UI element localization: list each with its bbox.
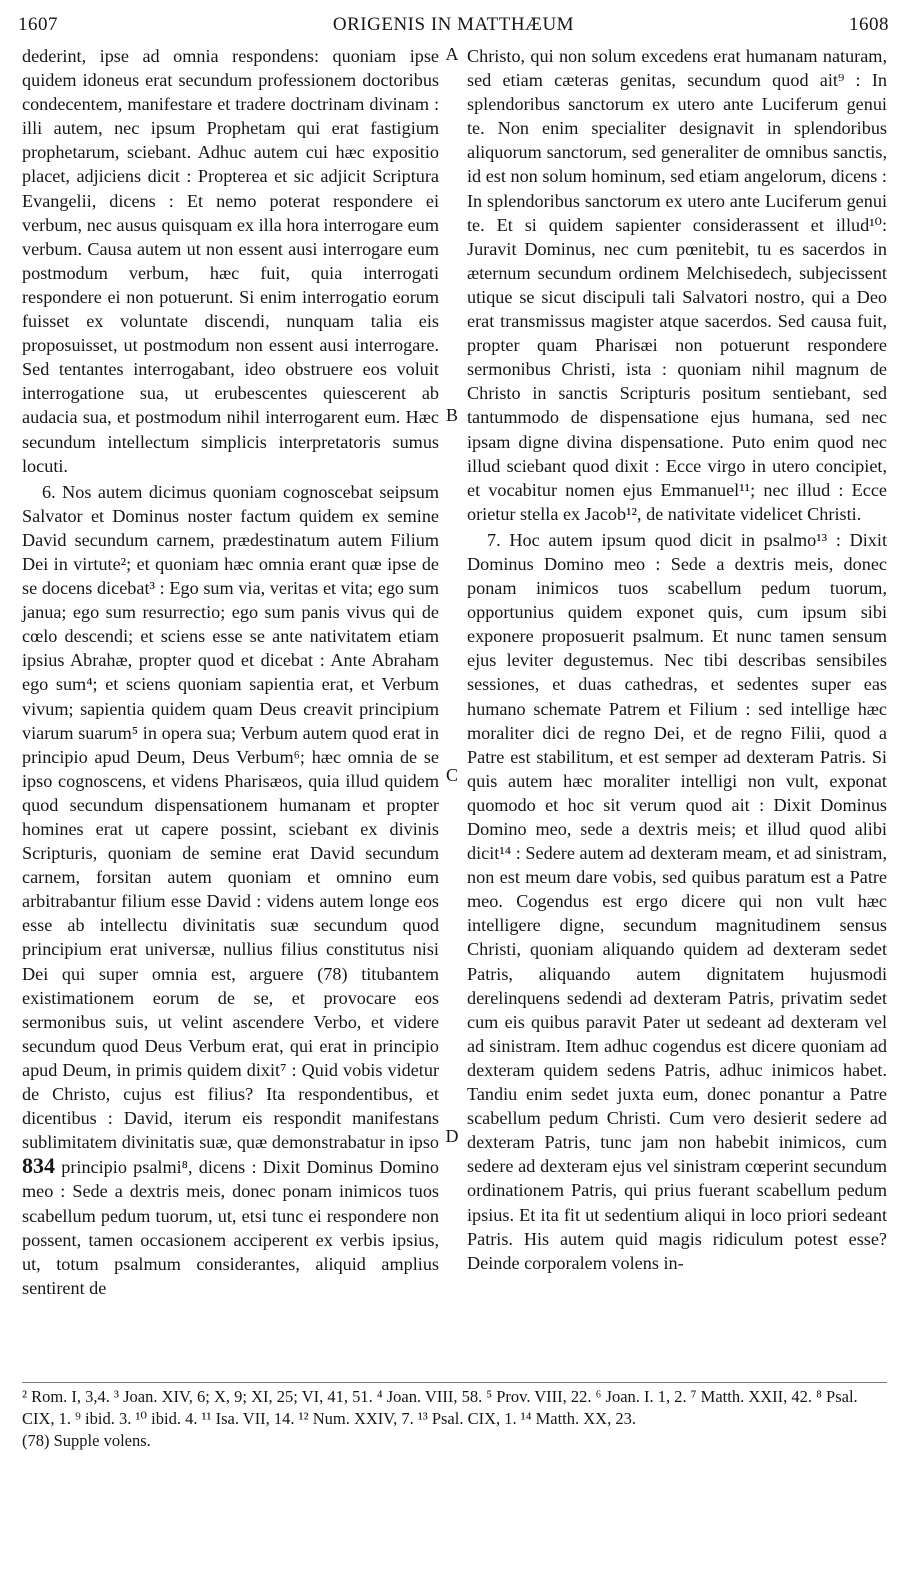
column-number: 834	[22, 1153, 55, 1179]
right-paragraph-1: Christo, qui non solum excedens erat humanam naturam, sed etiam cæteras genitas, secundum quod ait⁹ : In splendoribus sanctorum ex utero ante Luciferum genui te. Non enim specialiter designavit in splendoribus aliquorum sanctorum, sed generaliter de omnibus sanctis, id est non solum hominum, sed etiam angelorum, dicens : In splendoribus sanctorum ex utero ante Luciferum genui te. Et si quidem sapienter considerassent et illud¹⁰: Juravit Dominus, nec cum pœnitebit, tu es sacerdos in æternum secundum ordinem Melchisedech, subjecissent utique se sicut discipuli tali Salvatori nostro, qui a Deo erat transmissus magister atque sacerdos. Sed causa fuit, propter quam Pharisæi non potuerunt respondere sermonibus Christi, ista : quoniam nihil magnum de Christo in sanctis Scripturis positum sentiebant, sed tantummodo de dispensatione ejus humana, sed nec ipsam digne divina dispensatione. Puto enim quod nec illud sciebant quod dixit : Ecce virgo in utero concipiet, et vocabitur nomen ejus Emmanuel¹¹; nec illud : Ecce orietur stella ex Jacob¹², de nativitate videlicet Christi.	[467, 46, 887, 524]
running-header	[18, 14, 889, 44]
right-column	[467, 44, 887, 1275]
page-number-right: 1608	[849, 14, 889, 35]
left-column	[22, 44, 439, 1300]
footnote-divider	[22, 1382, 887, 1383]
running-title: ORIGENIS IN MATTHÆUM	[332, 14, 575, 35]
margin-letter-b: B	[445, 405, 458, 425]
margin-letter-d: D	[445, 1126, 459, 1146]
left-paragraph-1: dederint, ipse ad omnia respondens: quoniam ipse quidem idoneus erat secundum professionem doctoribus condecentem, manifestare et tradere doctrinam divinam : illi autem, nec ipsum Prophetam qui erat fastigium prophetarum, sciebant. Adhuc autem cui hæc expositio placet, adjiciens dicit : Propterea et sic adjicit Scriptura Evangelii, dicens : Et nemo poterat respondere ei verbum, nec ausus quisquam ex illa hora interrogare eum verbum. Causa autem ut non essent ausi interrogare eum postmodum verbum, hæc fuit, quia interrogati respondere ei non potuerunt. Si enim interrogatio eorum fuisset ex voluntate discendi, nunquam talia eis proposuisset, ut postmodum non essent ausi interrogare. Sed tentantes interrogabant, ideo obstruere eos voluit interrogatione sua, ut erubescentes quiescerent ab audacia sua, et postmodum nihil interrogarent eum. Hæc secundum intellectum simplicis interpretatoris sumus locuti.	[22, 46, 439, 476]
margin-letter-c: C	[445, 765, 458, 785]
margin-letter-a: A	[445, 44, 459, 64]
footnotes	[22, 1386, 887, 1452]
footnote-note-78: (78) Supple volens.	[22, 1431, 151, 1450]
left-paragraph-6-end: principio psalmi⁸, dicens : Dixit Dominus Domino meo : Sede a dextris meis, donec ponam inimicos tuos scabellum pedum tuorum, ut, etsi tunc ei respondere non possent, tamen occasionem acciperent ex verbis ipsius, ut, totum psalmum considerantes, aliquid amplius sentirent de	[22, 1157, 439, 1298]
left-paragraph-6	[22, 480, 439, 1300]
footnote-references: ² Rom. I, 3,4. ³ Joan. XIV, 6; X, 9; XI, 25; VI, 41, 51. ⁴ Joan. VIII, 58. ⁵ Prov. VIII, 22. ⁶ Joan. I. 1, 2. ⁷ Matth. XXII, 42. ⁸ Psal. CIX, 1. ⁹ ibid. 3. ¹⁰ ibid. 4. ¹¹ Isa. VII, 14. ¹² Num. XXIV, 7. ¹³ Psal. CIX, 1. ¹⁴ Matth. XX, 23.	[22, 1387, 858, 1428]
page-number-left: 1607	[18, 14, 58, 35]
right-paragraph-7: 7. Hoc autem ipsum quod dicit in psalmo¹³ : Dixit Dominus Domino meo : Sede a dextris meis, donec ponam inimicos tuos scabellum pedum tuorum, opportunius quidem exponet quis, cum ipsum sibi exponere proposuerit psalmum. Et nunc tamen sensum ejus leviter degustemus. Nec tibi describas sensibiles sessiones, et duas cathedras, et sedentes super eas humano schemate Patrem et Filium : sed intellige hæc moraliter dici de regno Dei, et de regno Filii, quod a Patre est stabilitum, et est semper ad dexteram Patris. Si quis autem hæc moraliter intelligi non vult, exponat quomodo et hoc sit verum quod ait : Dixit Dominus Domino meo, sede a dextris meis; et illud quod alibi dicit¹⁴ : Sedere autem ad dexteram meam, et ad sinistram, non est meum dare vobis, sed quibus paratum est a Patre meo. Cogendus est ergo dicere qui non vult hæc intelligere digne, secundum magnitudinem sensus Christi, quoniam aliquando quidem ad dexteram sedet Patris, aliquando autem dignitatem hujusmodi derelinquens sedendi ad dexteram Patris, privatim sedet cum eis quibus paravit Pater ut sedeant ad dexteram vel ad sinistram. Item adhuc cogendus est dicere quoniam ad dexteram quidem sedens Patris, adhuc inimicos habet. Tandiu enim sedet juxta eum, donec ponantur a Patre scabellum pedum Christi. Cum vero desierit sedere ad dexteram Patris, tunc jam non habebit inimicos, cum sedere ad dexteram ejus vel sinistram cœperint secundum ordinationem Patris, qui prius fuerant scabellum pedum ipsius. Et ita fit ut sedentium aliqui in loco priori sedeant Patris. His autem quid magis ridiculum potest esse? Deinde corporalem volens in-	[467, 529, 887, 1273]
left-paragraph-6-text: 6. Nos autem dicimus quoniam cognoscebat seipsum Salvator et Dominus noster factum quidem ex semine David secundum carnem, prædestinatum autem Filium Dei in virtute²; et quoniam hæc omnia erant quæ ipse de se docens dicebat³ : Ego sum via, veritas et vita; ego sum janua; ego sum resurrectio; ego sum panis vivus qui de cœlo descendi; et sciens esse se ante nativitatem etiam ipsius Abrahæ, propter quod et dicebat : Ante Abraham ego sum⁴; et sciens quoniam sapientia erat, et Verbum vivum; sapientia quidem quam Deus creavit principium viarum suarum⁵ in opera sua; Verbum autem quod erat in principio apud Deum, Deus Verbum⁶; hæc omnia de se ipso cognoscens, et videns Pharisæos, quia illud quidem quod secundum dispensationem humanam et propter homines erat ut capere possint, sciebant ex divinis Scripturis, quoniam de semine erat David secundum carnem, forsitan autem quoniam et omnino eum arbitrabantur filium esse David : videns autem longe eos esse ab intellectu divinitatis suæ secundum quod principium erat universæ, nullius filius constitutus nisi Dei qui super omnia est, arguere (78) titubantem existimationem eorum de se, et provocare eos sermonibus suis, ut velint ascendere Verbo, et videre secundum quod Deus Verbum erat, qui erat in principio apud Deum, in primis quidem dixit⁷ : Quid vobis videtur de Christo, cujus est filius? Ita respondentibus, et dicentibus : David, iterum eis respondit manifestans sublimitatem divinitatis suæ, quæ demonstrabatur in ipso	[22, 481, 439, 1153]
